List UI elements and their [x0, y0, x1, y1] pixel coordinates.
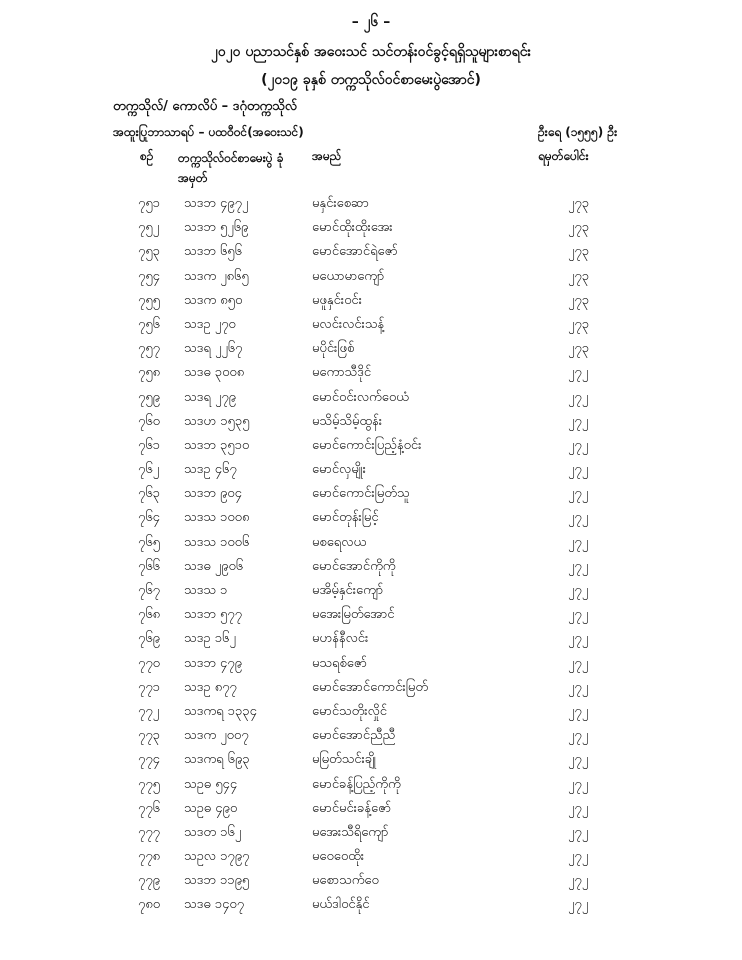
- cell-no: ၇၅၄: [138, 268, 160, 284]
- cell-roll: သဒတ ၁၆၂: [184, 824, 242, 840]
- table-row: [0, 652, 742, 676]
- column-header-name: အမည်: [312, 149, 342, 163]
- cell-score: ၂၇၂: [568, 486, 589, 502]
- table-row: [0, 869, 742, 893]
- cell-name: မအေးမြတ်အောင်: [312, 607, 395, 623]
- table-row: [0, 627, 742, 651]
- cell-roll: သဒကရ ၆၉၃: [184, 752, 250, 768]
- cell-score: ၂၇၂: [568, 462, 589, 478]
- cell-no: ၇၆၇: [138, 583, 160, 598]
- page-number: – ၂၆ –: [351, 14, 391, 30]
- table-row: [0, 458, 742, 482]
- document-subtitle: (၂၀၁၉ ခုနှစ် တက္ကသိုလ်ဝင်စာမေးပွဲအောင်): [261, 72, 481, 88]
- table-row: [0, 531, 742, 555]
- subject-label: အထူးပြုဘာသာရပ် – ပထဝီဝင်(အဝေးသင်): [113, 125, 304, 139]
- cell-name: မဝေဝေထိုး: [312, 849, 365, 865]
- cell-name: မောင်အောင်ကောင်းမြတ်: [312, 679, 428, 695]
- table-row: [0, 724, 742, 748]
- cell-score: ၂၇၂: [568, 824, 589, 840]
- cell-name: မလင်းလင်းသန့်: [312, 316, 385, 332]
- cell-name: မောင်သတိုးလှိုင်: [312, 703, 387, 719]
- cell-roll: သဒဥ ၄၆၇: [184, 462, 237, 478]
- cell-roll: သဒဓ ၁၄၀၇: [184, 897, 245, 913]
- table-row: [0, 845, 742, 869]
- table-row: [0, 506, 742, 530]
- cell-score: ၂၇၂: [568, 437, 589, 453]
- cell-score: ၂၇၂: [568, 679, 589, 695]
- cell-name: မောင်ကောင်းမြတ်သူ: [312, 486, 410, 502]
- cell-roll: သဒဘ ၁၁၉၅: [184, 873, 250, 889]
- total-count-label: ဦးရေ (၁၅၅၅) ဦး: [538, 125, 618, 139]
- table-row: [0, 265, 742, 289]
- cell-score: ၂၇၂: [568, 897, 589, 913]
- cell-score: ၂၇၃: [568, 341, 590, 357]
- cell-name: မအိမ့်နှင်းကျော်: [312, 583, 384, 598]
- table-row: [0, 361, 742, 385]
- cell-roll: သဒကရ ၁၃၃၄: [184, 703, 257, 719]
- cell-score: ၂၇၂: [568, 558, 589, 574]
- cell-score: ၂၇၂: [568, 776, 589, 792]
- cell-score: ၂၇၂: [568, 510, 589, 526]
- table-row: [0, 410, 742, 434]
- cell-name: မစရေလယ: [312, 534, 367, 550]
- cell-score: ၂၇၃: [568, 220, 590, 236]
- cell-no: ၇၆၂: [138, 462, 160, 478]
- column-header-no: စဉ်: [140, 149, 154, 163]
- cell-name: မောင်ဝင်းလက်ဝေယံ: [312, 389, 409, 405]
- cell-name: မကောသီဒိုင်: [312, 365, 372, 381]
- column-header-roll: တက္ကသိုလ်ဝင်စာမေးပွဲ ခုံအမှတ်: [178, 151, 284, 185]
- table-row: [0, 700, 742, 724]
- table-row: [0, 821, 742, 845]
- table-row: [0, 240, 742, 264]
- university-line: တက္ကသိုလ်/ ကောလိပ် – ဒဂုံတက္ကသိုလ်: [113, 99, 298, 114]
- cell-no: ၇၅၈: [138, 365, 161, 381]
- table-row: [0, 579, 742, 603]
- cell-score: ၂၇၃: [568, 292, 590, 308]
- column-header-score: ရမှတ်ပေါင်း: [538, 149, 589, 163]
- cell-roll: သဒဘ ၃၅၁၀: [184, 437, 250, 453]
- cell-name: မယ်ဒါဝင်နိုင်: [312, 897, 370, 913]
- cell-roll: သဒဥ ၂၇၀: [184, 316, 236, 332]
- cell-score: ၂၇၂: [568, 583, 589, 598]
- cell-score: ၂၇၂: [568, 873, 589, 889]
- table-header: [0, 124, 742, 184]
- table-row: [0, 893, 742, 917]
- cell-name: မဟန်နီလင်း: [312, 631, 369, 647]
- cell-roll: သဒသ ၁: [184, 583, 228, 598]
- table-row: [0, 289, 742, 313]
- cell-roll: သဒဥ ၈၇၇: [184, 679, 237, 695]
- table-row: [0, 434, 742, 458]
- cell-score: ၂၇၂: [568, 365, 589, 381]
- cell-name: မောင်အောင်ကိုကို: [312, 558, 396, 574]
- cell-no: ၇၅၆: [138, 316, 160, 332]
- cell-roll: သဒရ ၂၂၆၇: [184, 341, 243, 357]
- cell-score: ၂၇၂: [568, 849, 589, 865]
- cell-no: ၇၆၆: [138, 558, 160, 574]
- table-row: [0, 216, 742, 240]
- cell-roll: သဒဓ ၃၀၀၈: [184, 365, 245, 381]
- cell-name: မစောသက်ဝေ: [312, 873, 379, 889]
- cell-roll: သဒသ ၁၀၀၈: [184, 510, 250, 526]
- cell-roll: သဒသ ၁၀၀၆: [184, 534, 250, 550]
- cell-no: ၇၅၇: [138, 341, 160, 357]
- cell-no: ၇၇၅: [138, 776, 160, 792]
- cell-no: ၇၅၅: [138, 292, 160, 308]
- cell-score: ၂၇၂: [568, 752, 589, 768]
- cell-roll: သဥလ ၁၇၉၇: [184, 849, 250, 865]
- cell-roll: သဒဘ ၅၂၆၉: [184, 220, 249, 236]
- cell-roll: သဒက ၂၈၆၅: [184, 268, 249, 284]
- cell-no: ၇၅၃: [138, 244, 160, 260]
- table-row: [0, 555, 742, 579]
- cell-score: ၂၇၂: [568, 800, 589, 816]
- cell-roll: သဒဘ ၆၅၆: [184, 244, 242, 260]
- table-row: [0, 313, 742, 337]
- cell-name: မောင်လှမျိုး: [312, 462, 366, 478]
- cell-no: ၇၅၂: [138, 220, 160, 236]
- cell-roll: သဒဓ ၂၉၀၆: [184, 558, 244, 574]
- table-body: [0, 192, 742, 918]
- cell-score: ၂၇၃: [568, 268, 590, 284]
- cell-score: ၂၇၂: [568, 631, 589, 647]
- cell-name: မောင်တုန်းမြင့်: [312, 510, 379, 526]
- cell-no: ၇၇၀: [138, 655, 160, 671]
- table-row: [0, 386, 742, 410]
- cell-roll: သဒဟ ၁၅၃၅: [184, 413, 250, 429]
- cell-no: ၇၆၃: [138, 486, 160, 502]
- cell-name: မနှင်းစေဆာ: [312, 196, 369, 211]
- cell-score: ၂၇၂: [568, 534, 589, 550]
- cell-score: ၂၇၂: [568, 703, 589, 719]
- cell-score: ၂၇၃: [568, 244, 590, 260]
- cell-name: မအေးသီရိကျော်: [312, 824, 389, 840]
- table-row: [0, 603, 742, 627]
- cell-score: ၂၇၂: [568, 607, 589, 623]
- cell-no: ၇၇၈: [138, 849, 161, 865]
- cell-no: ၇၅၉: [138, 389, 160, 405]
- cell-name: မပိုင်းဖြစ်: [312, 341, 355, 357]
- table-row: [0, 773, 742, 797]
- cell-no: ၇၆၀: [138, 413, 160, 429]
- cell-name: မောင်မင်းခန့်ဇော်: [312, 800, 392, 816]
- table-row: [0, 748, 742, 772]
- cell-no: ၇၇၃: [138, 728, 160, 744]
- cell-name: မယောမာကျော်: [312, 268, 385, 284]
- cell-score: ၂၇၃: [568, 196, 590, 211]
- cell-roll: သဒဘ ၄၇၉: [184, 655, 242, 671]
- table-row: [0, 192, 742, 216]
- cell-roll: သဒဥ ၁၆၂: [184, 631, 236, 647]
- cell-roll: သဥဓ ၄၉၀: [184, 800, 238, 816]
- cell-name: မောင်ကောင်းပြည့်နံ့ဝင်း: [312, 437, 422, 453]
- cell-roll: သဥဓ ၅၄၄: [184, 776, 238, 792]
- cell-name: မဖူနှင်းဝင်း: [312, 292, 362, 308]
- table-row: [0, 797, 742, 821]
- cell-roll: သဒက ၈၅၀: [184, 292, 243, 308]
- cell-score: ၂၇၂: [568, 413, 589, 429]
- document-title: ၂၀၂၀ ပညာသင်နှစ် အဝေးသင် သင်တန်းဝင်ခွင့်ရရှိသူများစာရင်း: [210, 44, 532, 60]
- cell-roll: သဒဘ ၅၇၇: [184, 607, 242, 623]
- cell-name: မသိမ့်သိမ့်ထွန်း: [312, 413, 383, 429]
- cell-no: ၇၈၀: [138, 897, 161, 913]
- cell-no: ၇၇၇: [138, 824, 160, 840]
- cell-no: ၇၆၈: [138, 607, 161, 623]
- cell-name: မောင်အောင်ရဲဇော်: [312, 244, 398, 260]
- table-row: [0, 676, 742, 700]
- cell-score: ၂၇၂: [568, 728, 589, 744]
- cell-roll: သဒဘ ၉၀၄: [184, 486, 242, 502]
- cell-no: ၇၇၁: [138, 679, 160, 695]
- cell-no: ၇၇၉: [138, 873, 160, 889]
- table-row: [0, 482, 742, 506]
- table-row: [0, 337, 742, 361]
- cell-roll: သဒဘ ၄၉၇၂: [184, 196, 249, 211]
- cell-name: မသရစ်ဇော်: [312, 655, 367, 671]
- cell-no: ၇၇၂: [138, 703, 160, 719]
- cell-score: ၂၇၂: [568, 655, 589, 671]
- cell-name: မမြတ်သင်းချို: [312, 752, 377, 768]
- cell-no: ၇၆၁: [138, 437, 160, 453]
- cell-no: ၇၇၄: [138, 752, 160, 768]
- cell-no: ၇၆၉: [138, 631, 160, 647]
- cell-score: ၂၇၂: [568, 389, 589, 405]
- cell-roll: သဒရ ၂၇၉: [184, 389, 236, 405]
- cell-score: ၂၇၃: [568, 316, 590, 332]
- cell-name: မောင်ထိုးထိုးအေး: [312, 220, 393, 236]
- cell-name: မောင်ခန့်ပြည့်ကိုကို: [312, 776, 401, 792]
- cell-name: မောင်အောင်ညီညီ: [312, 728, 396, 744]
- cell-no: ၇၅၁: [138, 196, 160, 211]
- cell-no: ၇၆၄: [138, 510, 160, 526]
- cell-no: ၇၆၅: [138, 534, 160, 550]
- cell-roll: သဒက ၂၀၀၇: [184, 728, 249, 744]
- cell-no: ၇၇၆: [138, 800, 160, 816]
